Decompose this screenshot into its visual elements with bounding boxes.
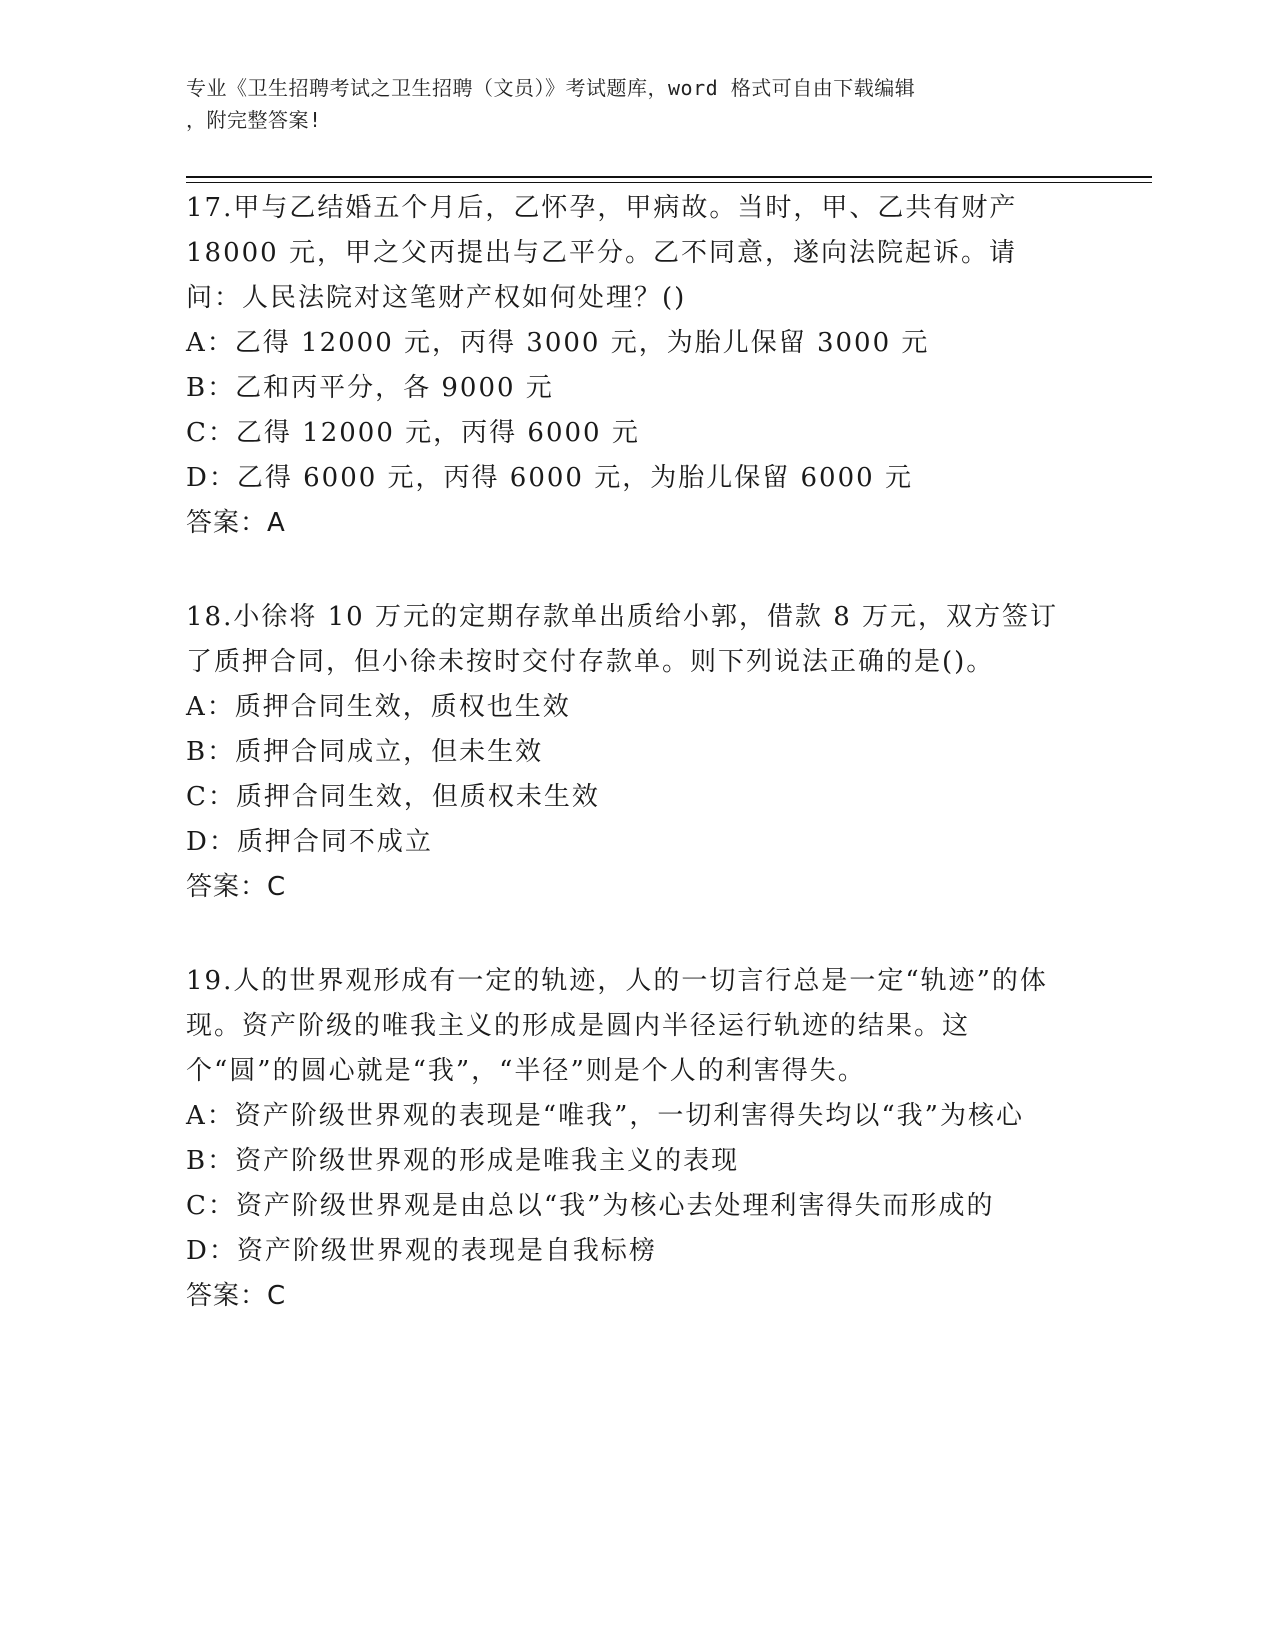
answer-label: 答案：A — [186, 508, 286, 538]
document-header — [186, 72, 1066, 136]
option-c: C：资产阶级世界观是由总以“我”为核心去处理利害得失而形成的 — [186, 1191, 995, 1221]
option-b: B：资产阶级世界观的形成是唯我主义的表现 — [186, 1146, 740, 1176]
option-b: B：乙和丙平分，各 9000 元 — [186, 373, 554, 403]
question-list — [186, 186, 1066, 1368]
option-a: A：乙得 12000 元，丙得 3000 元，为胎儿保留 3000 元 — [186, 328, 930, 358]
question-17 — [186, 186, 1066, 546]
option-d: D：乙得 6000 元，丙得 6000 元，为胎儿保留 6000 元 — [186, 463, 913, 493]
option-a: A：资产阶级世界观的表现是“唯我”，一切利害得失均以“我”为核心 — [186, 1101, 1024, 1131]
option-a: A：质押合同生效，质权也生效 — [186, 692, 571, 722]
header-divider-thin — [186, 182, 1152, 183]
option-b: B：质押合同成立，但未生效 — [186, 737, 544, 767]
question-stem: 17.甲与乙结婚五个月后，乙怀孕，甲病故。当时，甲、乙共有财产18000 元，甲之父丙提出与乙平分。乙不同意，遂向法院起诉。请问：人民法院对这笔财产权如何处理？() — [186, 193, 1018, 313]
question-stem: 19.人的世界观形成有一定的轨迹，人的一切言行总是一定“轨迹”的体现。资产阶级的唯我主义的形成是圆内半径运行轨迹的结果。这个“圆”的圆心就是“我”，“半径”则是个人的利害得失。 — [186, 966, 1048, 1086]
question-19 — [186, 959, 1066, 1319]
answer-label: 答案：C — [186, 872, 287, 902]
header-line-1: 专业《卫生招聘考试之卫生招聘（文员）》考试题库，word 格式可自由下载编辑 — [186, 76, 916, 100]
header-line-2: ，附完整答案! — [186, 108, 322, 132]
question-18 — [186, 595, 1066, 910]
answer-label: 答案：C — [186, 1281, 287, 1311]
option-c: C：质押合同生效，但质权未生效 — [186, 782, 600, 812]
header-divider-thick — [186, 176, 1152, 178]
option-d: D：质押合同不成立 — [186, 827, 433, 857]
option-d: D：资产阶级世界观的表现是自我标榜 — [186, 1236, 657, 1266]
question-stem: 18.小徐将 10 万元的定期存款单出质给小郭，借款 8 万元，双方签订了质押合同，但小徐未按时交付存款单。则下列说法正确的是()。 — [186, 602, 1059, 677]
option-c: C：乙得 12000 元，丙得 6000 元 — [186, 418, 640, 448]
